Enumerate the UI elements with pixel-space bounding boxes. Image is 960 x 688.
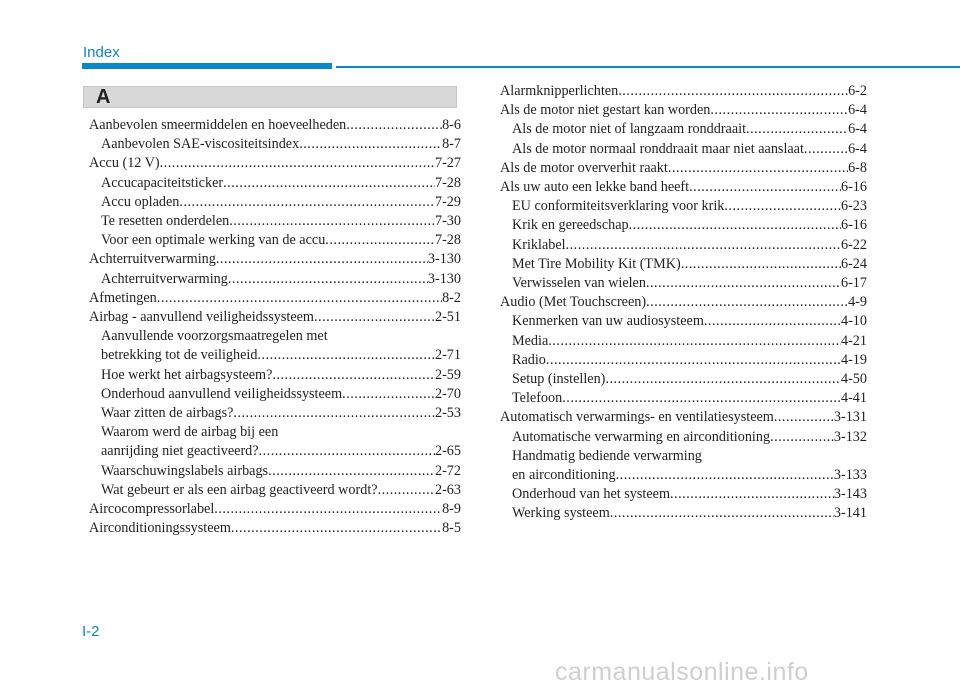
index-entry-label: aanrijding niet geactiveerd? <box>101 443 259 460</box>
index-entry-page: 7-30 <box>434 213 461 230</box>
leader-dots <box>646 274 841 293</box>
index-subentry <box>500 197 867 216</box>
index-entry-label: betrekking tot de veiligheid <box>101 347 258 364</box>
index-entry-page: 2-53 <box>434 405 461 422</box>
header-rule <box>336 66 960 68</box>
index-entry-label: Accu (12 V) <box>89 155 160 172</box>
leader-dots <box>670 485 834 504</box>
section-letter-bar <box>83 86 457 108</box>
index-subentry <box>89 174 461 193</box>
leader-dots <box>272 366 435 385</box>
index-entry-label: Krik en gereedschap <box>512 217 629 234</box>
index-entry <box>500 408 867 427</box>
leader-dots <box>229 212 435 231</box>
index-entry-page: 3-133 <box>833 467 867 484</box>
index-entry-page: 8-6 <box>442 117 461 133</box>
leader-dots <box>710 101 848 120</box>
index-entry-label: Aanbevolen SAE-viscositeitsindex <box>101 136 300 153</box>
index-entry-page: 2-70 <box>434 385 461 402</box>
index-entry <box>89 519 461 538</box>
leader-dots <box>157 289 442 308</box>
index-entry <box>89 116 461 135</box>
leader-dots <box>314 308 435 327</box>
section-letter: A <box>96 86 111 108</box>
index-entry <box>89 442 461 461</box>
leader-dots <box>223 174 435 193</box>
index-entry <box>500 159 867 178</box>
leader-dots <box>605 370 841 389</box>
index-subentry <box>500 140 867 159</box>
leader-dots <box>233 404 435 423</box>
index-entry <box>500 466 867 485</box>
index-entry-page: 6-4 <box>848 140 867 157</box>
leader-dots <box>268 462 435 481</box>
index-entry-page: 4-41 <box>840 390 867 407</box>
index-entry-page: 2-63 <box>434 481 461 498</box>
index-entry-label: Handmatig bediende verwarming <box>512 447 702 464</box>
index-entry-label: Werking systeem <box>512 505 610 522</box>
index-entry-label: Als de motor normaal ronddraait maar niet aanslaat <box>512 140 804 157</box>
index-entry <box>89 346 461 365</box>
index-entry-label: Media <box>512 332 549 349</box>
leader-dots <box>179 193 435 212</box>
index-entry <box>89 154 461 173</box>
index-subentry <box>89 462 461 481</box>
index-subentry <box>500 370 867 389</box>
index-subentry <box>500 389 867 408</box>
index-entry-label: Onderhoud van het systeem <box>512 486 670 503</box>
index-entry-page: 7-28 <box>434 174 461 191</box>
index-subentry <box>89 193 461 212</box>
index-entry-label: Als de motor niet of langzaam ronddraait <box>512 121 747 138</box>
index-entry-label: Setup (instellen) <box>512 371 606 388</box>
index-subentry <box>500 236 867 255</box>
index-entry <box>89 308 461 327</box>
index-entry-page: 2-72 <box>434 462 461 479</box>
leader-dots <box>216 250 428 269</box>
index-entry-page: 8-7 <box>442 136 461 153</box>
index-entry-label: Kriklabel <box>512 236 566 253</box>
index-entry-label: Aircocompressorlabel <box>89 501 215 518</box>
index-entry-label: en airconditioning <box>512 467 616 484</box>
leader-dots <box>346 116 442 135</box>
index-subentry <box>89 135 461 154</box>
index-entry-label: Wat gebeurt er als een airbag geactiveerd wordt? <box>101 481 378 498</box>
index-subentry <box>500 312 867 331</box>
index-entry-label: Aanbevolen smeermiddelen en hoeveelheden <box>89 117 347 133</box>
index-entry-label: Radio <box>512 351 546 368</box>
leader-dots <box>689 178 841 197</box>
index-column-left <box>89 116 461 538</box>
index-entry <box>89 250 461 269</box>
index-entry-page: 7-29 <box>434 193 461 210</box>
index-entry-page: 2-65 <box>434 443 461 460</box>
index-entry-label: Airconditioningssysteem <box>89 520 231 537</box>
index-entry-label: Hoe werkt het airbagsysteem? <box>101 366 273 383</box>
watermark-text: carmanualsonline.info <box>555 658 809 686</box>
leader-dots <box>546 351 841 370</box>
leader-dots <box>681 255 841 274</box>
index-entry-label: Automatische verwarming en airconditioning <box>512 428 771 445</box>
index-subentry <box>89 385 461 404</box>
leader-dots <box>378 481 435 500</box>
index-entry-page: 4-21 <box>840 332 867 349</box>
index-entry-label: Voor een optimale werking van de accu <box>101 232 326 249</box>
index-entry-label: Als de motor niet gestart kan worden <box>500 102 711 119</box>
index-entry-label: Onderhoud aanvullend veiligheidssysteem <box>101 385 343 402</box>
index-entry-page: 4-9 <box>848 294 867 311</box>
index-heading: Index <box>83 44 120 61</box>
leader-dots <box>562 389 841 408</box>
leader-dots <box>231 519 442 538</box>
index-entry <box>500 82 867 101</box>
index-subentry <box>500 485 867 504</box>
leader-dots <box>610 504 834 523</box>
index-entry-label: Waarom werd de airbag bij een <box>101 424 279 441</box>
index-entry-page: 6-2 <box>848 83 867 99</box>
index-entry-label: Verwisselen van wielen <box>512 275 646 292</box>
index-entry-label: Achterruitverwarming <box>101 270 228 287</box>
leader-dots <box>618 82 848 101</box>
index-entry-label: Aanvullende voorzorgsmaatregelen met <box>101 328 328 345</box>
header-accent-bar <box>82 63 332 69</box>
index-entry-page: 2-51 <box>434 309 461 326</box>
leader-dots <box>616 466 834 485</box>
index-entry-page: 6-4 <box>848 121 867 138</box>
index-entry-page: 4-50 <box>840 371 867 388</box>
index-entry-label: Als uw auto een lekke band heeft <box>500 179 690 196</box>
leader-dots <box>629 216 841 235</box>
index-subentry <box>89 404 461 423</box>
index-entry-page: 8-2 <box>442 289 461 306</box>
index-subentry <box>500 504 867 523</box>
leader-dots <box>668 159 848 178</box>
leader-dots <box>646 293 848 312</box>
index-entry-label: Waarschuwingslabels airbags <box>101 462 269 479</box>
index-entry-page: 8-9 <box>442 501 461 518</box>
index-entry-page: 4-19 <box>840 351 867 368</box>
index-subentry <box>89 481 461 500</box>
index-entry-label: Accu opladen <box>101 193 180 210</box>
index-entry-label: Automatisch verwarmings- en ventilatiesysteem <box>500 409 774 426</box>
index-subentry <box>500 216 867 235</box>
index-entry-label: Te resetten onderdelen <box>101 213 230 230</box>
leader-dots <box>704 312 841 331</box>
index-subentry <box>500 274 867 293</box>
index-subentry <box>500 351 867 370</box>
index-entry-page: 6-17 <box>840 275 867 292</box>
index-entry-label: Telefoon <box>512 390 563 407</box>
index-subentry <box>500 428 867 447</box>
leader-dots <box>160 154 435 173</box>
leader-dots <box>548 332 841 351</box>
index-entry-page: 6-23 <box>840 198 867 215</box>
index-entry-label: Als de motor oververhit raakt <box>500 159 668 176</box>
index-entry-label: EU conformiteitsverklaring voor krik <box>512 198 725 215</box>
index-entry-page: 8-5 <box>442 520 461 537</box>
index-entry-page: 7-28 <box>434 232 461 249</box>
index-entry-page: 3-143 <box>833 486 867 503</box>
index-entry-label: Achterruitverwarming <box>89 251 216 268</box>
leader-dots <box>342 385 435 404</box>
index-entry <box>500 293 867 312</box>
leader-dots <box>774 408 834 427</box>
index-entry-page: 6-24 <box>840 255 867 272</box>
index-subentry <box>89 231 461 250</box>
index-entry-page: 6-16 <box>840 179 867 196</box>
leader-dots <box>214 500 442 519</box>
index-subentry <box>89 212 461 231</box>
index-entry-label: Met Tire Mobility Kit (TMK) <box>512 255 681 272</box>
leader-dots <box>746 120 848 139</box>
index-entry <box>500 101 867 120</box>
index-entry-page: 2-59 <box>434 366 461 383</box>
leader-dots <box>228 270 428 289</box>
index-entry-label: Airbag - aanvullend veiligheidssysteem <box>89 309 314 326</box>
index-entry-page: 6-4 <box>848 102 867 119</box>
index-entry-page: 6-22 <box>840 236 867 253</box>
index-entry-page: 3-130 <box>427 270 461 287</box>
index-entry-page: 2-71 <box>434 347 461 364</box>
index-subentry <box>89 270 461 289</box>
index-entry-page: 6-16 <box>840 217 867 234</box>
index-entry-page: 3-141 <box>833 505 867 522</box>
index-entry-page: 3-131 <box>833 409 867 426</box>
leader-dots <box>804 140 848 159</box>
index-subentry <box>500 332 867 351</box>
leader-dots <box>325 231 435 250</box>
index-entry <box>500 178 867 197</box>
index-entry-label: Afmetingen <box>89 289 157 306</box>
page-number: I-2 <box>82 623 100 640</box>
index-column-right <box>500 82 867 524</box>
leader-dots <box>299 135 442 154</box>
index-entry-page: 6-8 <box>848 159 867 176</box>
index-entry <box>89 289 461 308</box>
index-entry-label: Accucapaciteitsticker <box>101 174 224 191</box>
leader-dots <box>257 346 435 365</box>
leader-dots <box>770 428 834 447</box>
index-subentry <box>89 366 461 385</box>
index-entry-label: Alarmknipperlichten <box>500 83 619 99</box>
leader-dots <box>566 236 841 255</box>
index-entry-page: 4-10 <box>840 313 867 330</box>
index-entry <box>89 500 461 519</box>
leader-dots <box>259 442 435 461</box>
index-entry-label: Audio (Met Touchscreen) <box>500 294 647 311</box>
index-subentry <box>500 120 867 139</box>
index-entry-label: Waar zitten de airbags? <box>101 405 234 422</box>
leader-dots <box>724 197 841 216</box>
index-entry-page: 3-132 <box>833 428 867 445</box>
index-entry-page: 7-27 <box>434 155 461 172</box>
index-entry-label: Kenmerken van uw audiosysteem <box>512 313 704 330</box>
index-subentry <box>500 255 867 274</box>
index-entry-page: 3-130 <box>427 251 461 268</box>
